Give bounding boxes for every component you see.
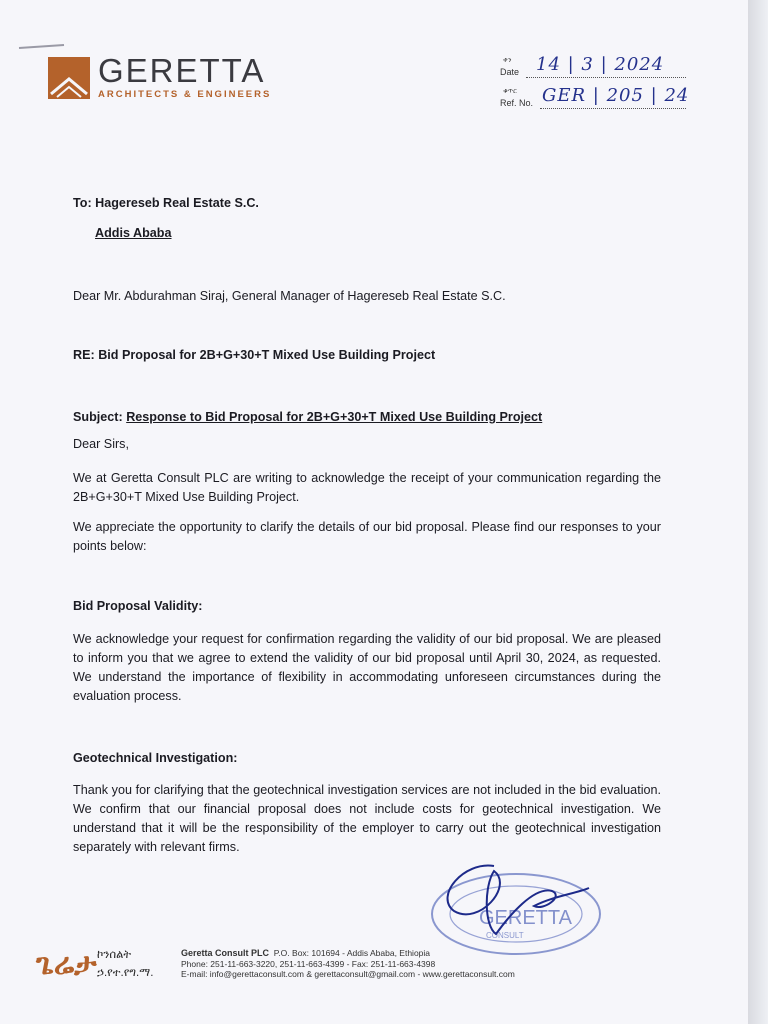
date-field [500, 54, 686, 81]
stamp-subtext: CONSULT [486, 931, 524, 940]
footer-phone: Phone: 251-11-663-3220, 251-11-663-4399 - Fax: 251-11-663-4398 [181, 958, 436, 969]
footer-address: P.O. Box: 101694 - Addis Ababa, Ethiopia [273, 948, 431, 958]
recipient-line: To: Hagereseb Real Estate S.C. [73, 196, 259, 210]
page-edge-shadow [748, 0, 768, 1024]
section-body-geotechnical: Thank you for clarifying that the geotechnical investigation services are not included in the bid evaluation. We confirm that our financial proposal does not include costs for geotechnical investigation. We understand that it will be the responsibility of the employer to carry out the geotechnical investigation separately with relevant firms. [73, 783, 661, 854]
section-body-validity: We acknowledge your request for confirmation regarding the validity of our bid proposal. We are pleased to inform you that we agree to extend the validity of our bid proposal until April 30, 2024, as requested. We understand the importance of flexibility in accommodating unforeseen circumstances during the evaluation process. [73, 632, 661, 703]
salutation-line: Dear Mr. Abdurahman Siraj, General Manager of Hagereseb Real Estate S.C. [73, 289, 506, 303]
ref-label: Ref. No. [500, 98, 534, 108]
ref-label-amharic: ቁጥር [503, 88, 517, 95]
company-logo-name: GERETTA [98, 52, 266, 89]
footer-email: E-mail: info@gerettaconsult.com & gerettaconsult@gmail.com - www.gerettaconsult.com [181, 969, 515, 979]
footer-amharic-name [97, 946, 153, 982]
section-heading-validity: Bid Proposal Validity: [73, 599, 203, 613]
subject-text: Response to Bid Proposal for 2B+G+30+T Mixed Use Building Project [126, 410, 543, 424]
recipient-city: Addis Ababa [95, 226, 172, 240]
company-tagline: ARCHITECTS & ENGINEERS [98, 89, 272, 100]
date-label-amharic: ቀን [503, 57, 512, 64]
footer-amharic-logo: ጌሬታ [36, 948, 97, 981]
reference-field [500, 85, 690, 112]
date-label: Date [500, 67, 520, 77]
geretta-logo-icon [48, 57, 90, 99]
subject-line [73, 408, 542, 427]
subject-label: Subject: [73, 410, 123, 424]
greeting: Dear Sirs, [73, 437, 129, 451]
ref-dotted-line [540, 108, 686, 109]
footer-contact-block [181, 948, 515, 980]
date-value: 14 | 3 | 2024 [536, 54, 665, 75]
re-line: RE: Bid Proposal for 2B+G+30+T Mixed Use Building Project [73, 348, 436, 362]
stamp-text: GERETTA [479, 907, 572, 929]
staple-mark [18, 44, 66, 49]
intro-paragraph: We at Geretta Consult PLC are writing to acknowledge the receipt of your communication regarding the 2B+G+30+T Mixed Use Building Project. [73, 471, 661, 504]
section-heading-geotechnical: Geotechnical Investigation: [73, 751, 238, 765]
ref-value: GER | 205 | 24 [542, 85, 690, 106]
appreciation-paragraph: We appreciate the opportunity to clarify the details of our bid proposal. Please find our responses to your points below: [73, 520, 661, 553]
date-dotted-line [526, 77, 686, 78]
footer-company: Geretta Consult PLC [181, 948, 270, 958]
footer-amharic-line-2: ኃ.የተ.የግ.ማ. [97, 967, 154, 979]
footer-amharic-line-1: ኮንሰልት [97, 949, 132, 961]
